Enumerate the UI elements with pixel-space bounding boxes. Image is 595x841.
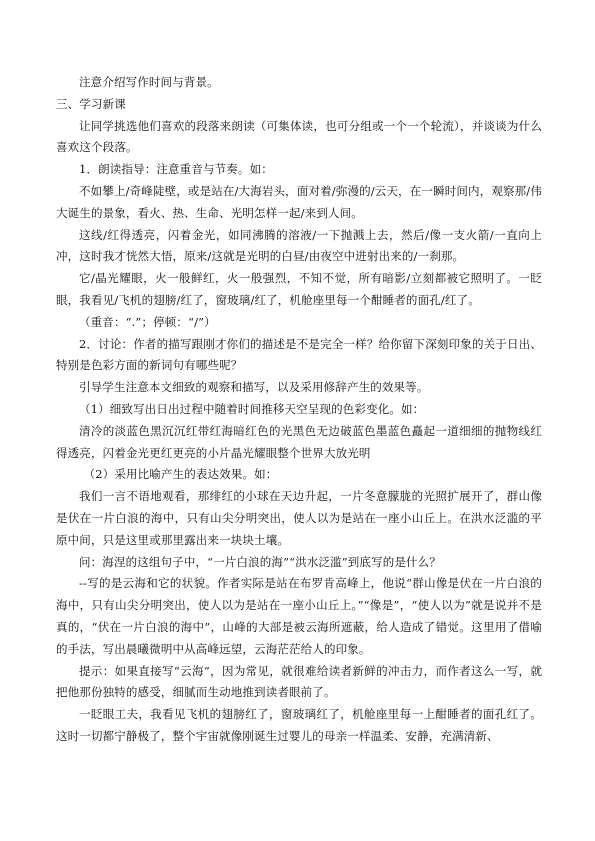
- paragraph-stress-pause-note: （重音：“.”；停顿：“/”）: [79, 314, 216, 329]
- document-page: [56, 72, 542, 748]
- paragraph-hint: 提示：如果直接写“云海”，因为常见，就很难给读者新鲜的冲击力，而作者这么一写，就把他那份独特的感受，细腻而生动地推到读者眼前了。: [56, 663, 542, 700]
- paragraph-guidance: 引导学生注意本文细致的观察和描写，以及采用修辞产生的效果等。: [79, 380, 429, 395]
- paragraph-excerpt-1: 不如攀上/奇峰陡壁，或是站在/大海岩头，面对着/弥漫的/云天，在一瞬时间内，观察那/伟大诞生的景象，看火、热、生命、光明怎样一起/来到人间。: [56, 183, 542, 220]
- paragraph-discussion-question: 2．讨论：作者的描写跟刚才你们的描述是不是完全一样？给你留下深刻印象的关于日出、特别是色彩方面的新词句有哪些呢？: [56, 336, 542, 373]
- paragraph-answer-cloud-sea: --写的是云海和它的状貌。作者实际是站在布罗肯高峰上，他说“群山像是伏在一片白浪的海中，只有山尖分明突出，使人以为是站在一座小山丘上。”“像是”，“使人以为”就是说并不是真的，“伏在一片白浪的海中”，山峰的大部是被云海所遮蔽，给人造成了错觉。这里用了借喻的手法，写出晨曦微明中从高峰远望，云海茫茫给人的印象。: [56, 576, 542, 656]
- paragraph-color-sequence: 清冷的淡蓝色黑沉沉红带红海暗红色的光黑色无边破蓝色墨蓝色矗起一道细细的抛物线红得透亮，闪着金光更红更亮的小片晶光耀眼整个世界大放光明: [56, 423, 542, 460]
- section-heading-new-lesson: 三、学习新课: [56, 96, 126, 111]
- paragraph-point-2: （2）采用比喻产生的表达效果。如：: [83, 467, 278, 482]
- paragraph-metaphor-excerpt: 我们一言不语地观看，那绯红的小球在天边升起，一片冬意朦胧的光照扩展开了，群山像是伏在一片白浪的海中，只有山尖分明突出，使人以为是站在一座小山丘上。在洪水泛滥的平原中间，只是这里或那里露出来一块块土壤。: [56, 489, 542, 547]
- paragraph-point-1: （1）细致写出日出过程中随着时间推移天空呈现的色彩变化。如：: [79, 401, 425, 416]
- paragraph-excerpt-2: 这线/红得透亮，闪着金光，如同沸腾的溶液/一下抛溅上去，然后/像一支火箭/一直向上冲，这时我才恍然大悟，原来/这就是光明的白昼/由夜空中进射出来的/一刹那。: [56, 227, 542, 264]
- paragraph-excerpt-3: 它/晶光耀眼，火一般鲜红，火一般强烈，不知不觉，所有暗影/立刻都被它照明了。一眨眼，我看见/飞机的翅膀/红了，窗玻璃/红了，机舱座里每一个酣睡者的面孔/红了。: [56, 271, 542, 307]
- paragraph-writing-background: 注意介绍写作时间与背景。: [79, 75, 219, 89]
- paragraph-reading-guide-heading: 1．朗读指导：注意重音与节奏。如：: [79, 162, 273, 177]
- paragraph-question-heine: 问：海涅的这组句子中，“一片白浪的海”“洪水泛滥”到底写的是什么？: [79, 554, 441, 569]
- paragraph-final-excerpt: 一眨眼工夫，我看见飞机的翅膀红了，窗玻璃红了，机舱座里每一上酣睡者的面孔红了。这时一切都宁静极了，整个宇宙就像刚诞生过婴儿的母亲一样温柔、安静，充满清新、: [56, 707, 542, 743]
- paragraph-reading-instruction: 让同学挑选他们喜欢的段落来朗读（可集体读，也可分组或一个一个轮流），并谈谈为什么喜欢这个段落。: [56, 118, 542, 155]
